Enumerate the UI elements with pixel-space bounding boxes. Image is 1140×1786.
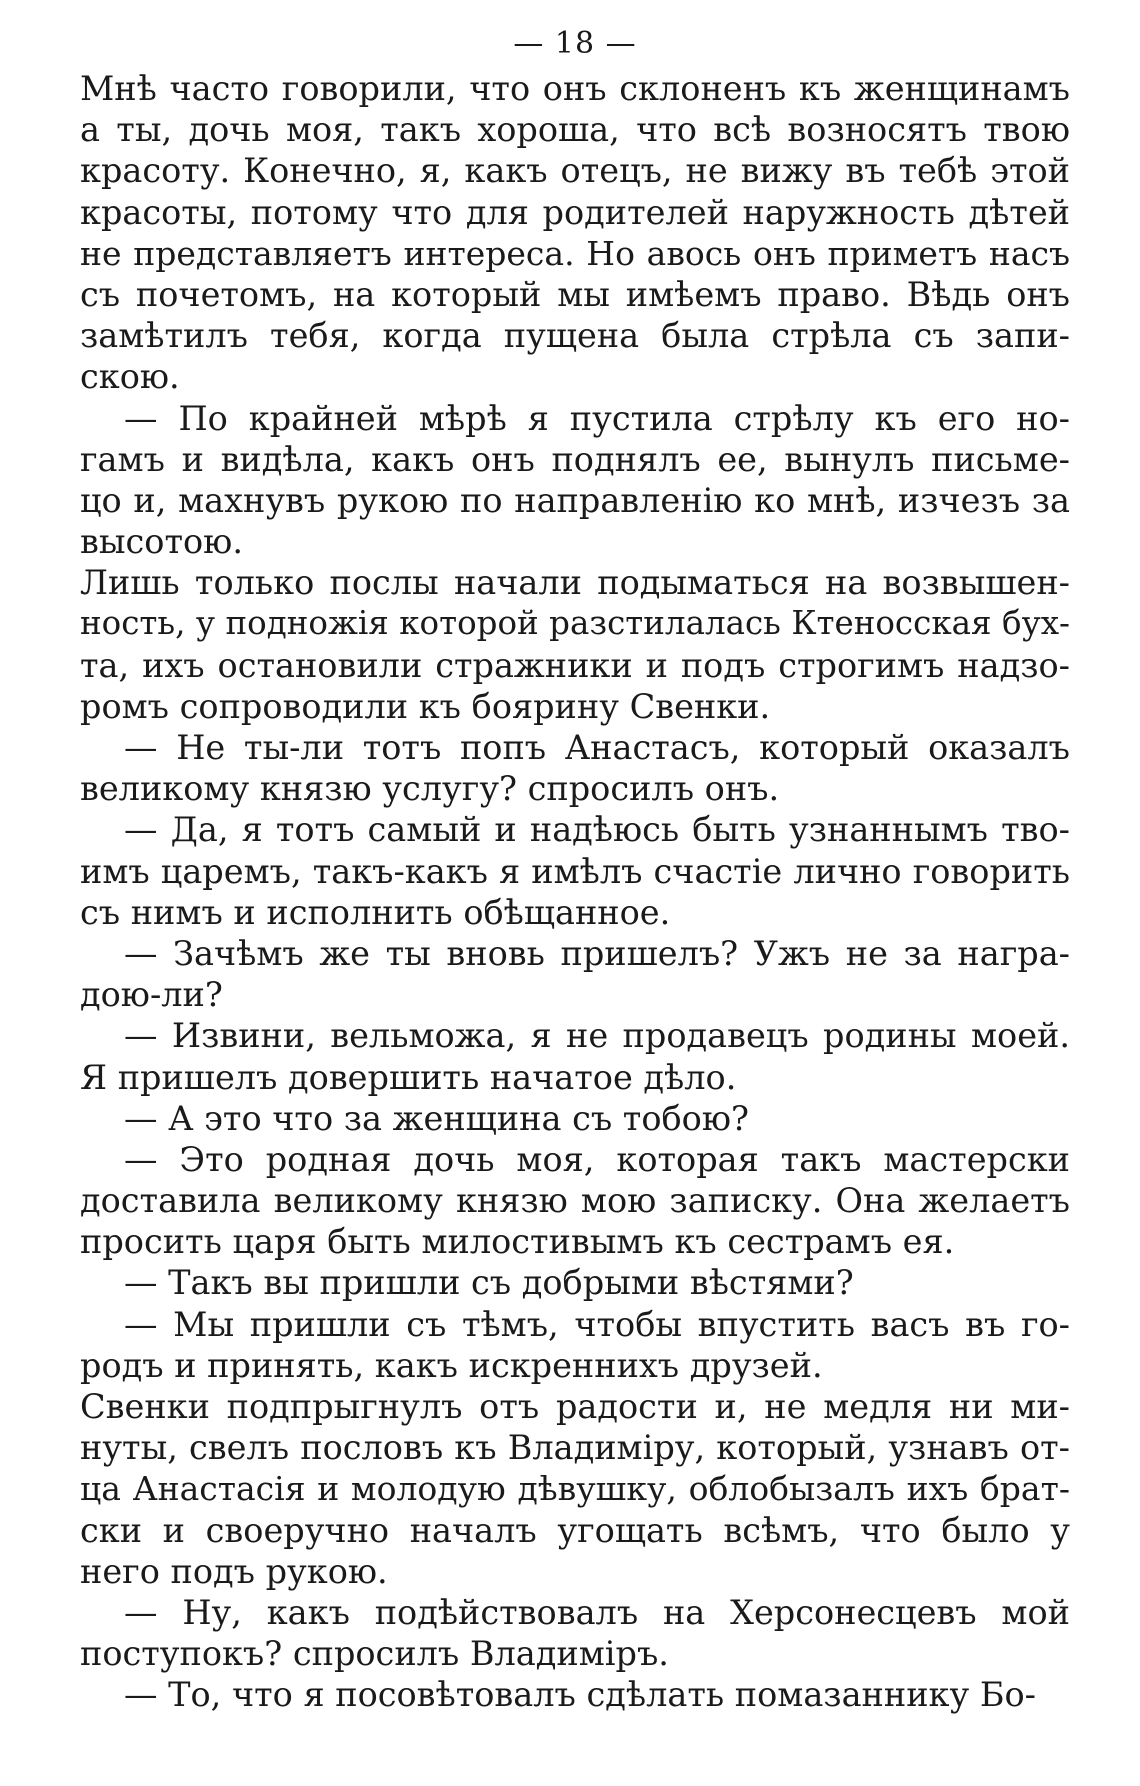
text-line: съ нимъ и исполнить обѣщанное. [80,892,671,932]
text-line: — Извини, вельможа, я не продавецъ родины моей. [124,1016,1070,1056]
paragraph [80,1139,1070,1263]
paragraph [80,1015,1070,1097]
text-line: родъ и принять, какъ искреннихъ друзей. [80,1345,823,1385]
text-line: замѣтилъ тебя, когда пущена была стрѣла съ запи- [80,316,1070,356]
paragraph [80,1262,1070,1303]
text-line: него подъ рукою. [80,1551,388,1591]
text-line: не представляетъ интереса. Но авось онъ приметъ насъ [80,233,1070,273]
text-line: — Да, я тотъ самый и надѣюсь быть узнаннымъ тво- [124,810,1070,850]
text-line: — Ну, какъ подѣйствовалъ на Херсонесцевъ мой [124,1592,1070,1632]
paragraph [80,1304,1070,1386]
text-line: красоты, потому что для родителей наружность дѣтей [80,192,1070,232]
text-line: — Мы пришли съ тѣмъ, чтобы впустить васъ въ го- [124,1304,1070,1344]
text-line: дою-ли? [80,975,223,1015]
text-line: ца Анастасія и молодую дѣвушку, облобызалъ ихъ брат- [80,1469,1070,1509]
text-line: имъ царемъ, такъ-какъ я имѣлъ счастіе лично говорить [80,851,1070,891]
text-line: просить царя быть милостивымъ къ сестрамъ ея. [80,1222,955,1262]
paragraph [80,1592,1070,1674]
text-line: гамъ и видѣла, какъ онъ поднялъ ее, вынулъ письме- [80,439,1070,479]
paragraph [80,933,1070,1015]
text-line: нуты, свелъ пословъ къ Владиміру, который, узнавъ от- [80,1428,1070,1468]
paragraph [80,1386,1070,1592]
text-line: великому князю услугу? спросилъ онъ. [80,769,780,809]
paragraph [80,398,1070,563]
text-line: та, ихъ остановили стражники и подъ строгимъ надзо- [80,645,1070,685]
text-line: — А это что за женщина съ тобою? [124,1098,749,1138]
paragraph [80,68,1070,398]
text-line: Мнѣ часто говорили, что онъ склоненъ къ женщинамъ [80,69,1070,108]
paragraph [80,727,1070,809]
text-line: красоту. Конечно, я, какъ отецъ, не вижу въ тебѣ этой [80,151,1070,191]
text-line: — Зачѣмъ же ты вновь пришелъ? Ужъ не за награ- [124,933,1070,973]
text-line: а ты, дочь моя, такъ хороша, что всѣ возносятъ твою [80,110,1070,150]
text-line: цо и, махнувъ рукою по направленію ко мнѣ, изчезъ за [80,480,1070,520]
text-line: доставила великому князю мою записку. Она желаетъ [80,1181,1070,1221]
text-line: ромъ сопроводили къ боярину Свенки. [80,686,771,726]
text-line: — То, что я посовѣтовалъ сдѣлать помазаннику Бо- [124,1675,1036,1715]
text-line: ски и своеручно началъ угощать всѣмъ, что было у [80,1510,1070,1550]
text-line: ность, у подножія которой разстилалась Ктеносская бух- [80,604,1070,643]
paragraph [80,1098,1070,1139]
text-line: Свенки подпрыгнулъ отъ радости и, не медля ни ми- [80,1387,1070,1426]
page-body [80,68,1070,1716]
paragraph [80,809,1070,933]
paragraph [80,562,1070,727]
text-line: — Это родная дочь моя, которая такъ мастерски [124,1139,1070,1179]
text-line: — Такъ вы пришли съ добрыми вѣстями? [124,1263,854,1303]
text-line: скою. [80,357,180,397]
book-page [80,24,1070,1716]
text-line: — По крайней мѣрѣ я пустила стрѣлу къ его но- [124,398,1070,438]
text-line: Я пришелъ довершить начатое дѣло. [80,1057,737,1097]
paragraph [80,1674,1070,1715]
text-line: Лишь только послы начали подыматься на возвышен- [80,563,1070,603]
page-number: — 18 — [513,26,637,61]
text-line: — Не ты-ли тотъ попъ Анастасъ, который оказалъ [124,728,1070,767]
text-line: съ почетомъ, на который мы имѣемъ право. Вѣдь онъ [80,274,1070,314]
text-line: поступокъ? спросилъ Владиміръ. [80,1634,669,1674]
text-line: высотою. [80,522,243,562]
